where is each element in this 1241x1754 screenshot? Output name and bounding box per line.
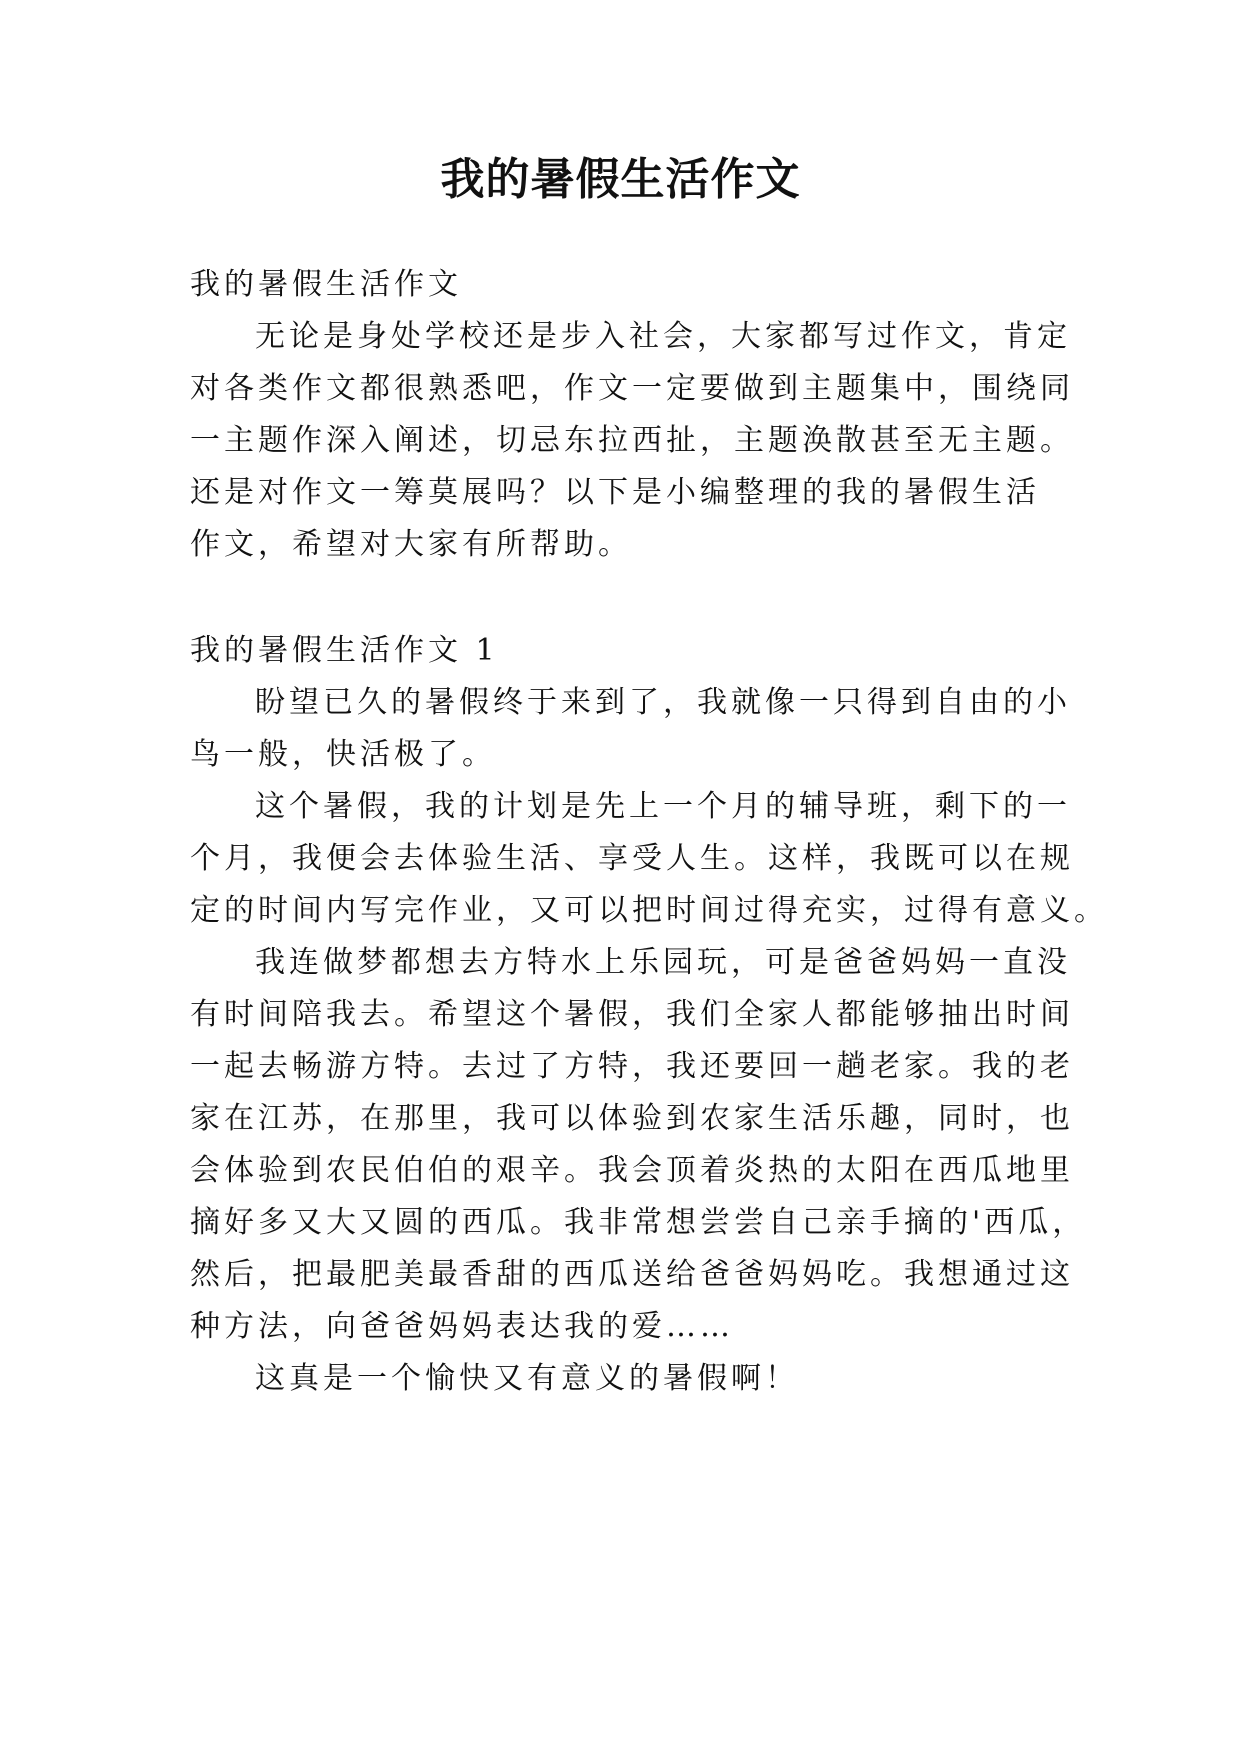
text-line: 盼望已久的暑假终于来到了，我就像一只得到自由的小 bbox=[255, 685, 1071, 720]
text-line: 还是对作文一筹莫展吗？以下是小编整理的我的暑假生活 bbox=[190, 475, 1040, 510]
section-heading: 我的暑假生活作文 1 bbox=[190, 633, 499, 668]
text-line: 这个暑假，我的计划是先上一个月的辅导班，剩下的一 bbox=[255, 789, 1071, 824]
intro-heading: 我的暑假生活作文 bbox=[190, 267, 462, 302]
text-line: 有时间陪我去。希望这个暑假，我们全家人都能够抽出时间 bbox=[190, 997, 1074, 1032]
text-line: 这真是一个愉快又有意义的暑假啊！ bbox=[255, 1361, 799, 1396]
document-title: 我的暑假生活作文 bbox=[440, 154, 801, 205]
text-line: 对各类作文都很熟悉吧，作文一定要做到主题集中，围绕同 bbox=[190, 371, 1074, 406]
text-line: 一起去畅游方特。去过了方特，我还要回一趟老家。我的老 bbox=[190, 1049, 1074, 1084]
text-line: 无论是身处学校还是步入社会，大家都写过作文，肯定 bbox=[255, 319, 1071, 354]
text-line: 种方法，向爸爸妈妈表达我的爱…… bbox=[190, 1309, 734, 1344]
text-line: 个月，我便会去体验生活、享受人生。这样，我既可以在规 bbox=[190, 841, 1074, 876]
text-line: 一主题作深入阐述，切忌东拉西扯，主题涣散甚至无主题。 bbox=[190, 423, 1074, 458]
text-line: 摘好多又大又圆的西瓜。我非常想尝尝自己亲手摘的'西瓜， bbox=[190, 1205, 1087, 1240]
text-line: 鸟一般，快活极了。 bbox=[190, 737, 496, 772]
text-line: 定的时间内写完作业，又可以把时间过得充实，过得有意义。 bbox=[190, 893, 1108, 928]
text-line: 家在江苏，在那里，我可以体验到农家生活乐趣，同时，也 bbox=[190, 1101, 1074, 1136]
text-line: 会体验到农民伯伯的艰辛。我会顶着炎热的太阳在西瓜地里 bbox=[190, 1153, 1074, 1188]
text-line: 作文，希望对大家有所帮助。 bbox=[190, 527, 632, 562]
text-line: 然后，把最肥美最香甜的西瓜送给爸爸妈妈吃。我想通过这 bbox=[190, 1257, 1074, 1292]
text-line: 我连做梦都想去方特水上乐园玩，可是爸爸妈妈一直没 bbox=[255, 945, 1071, 980]
